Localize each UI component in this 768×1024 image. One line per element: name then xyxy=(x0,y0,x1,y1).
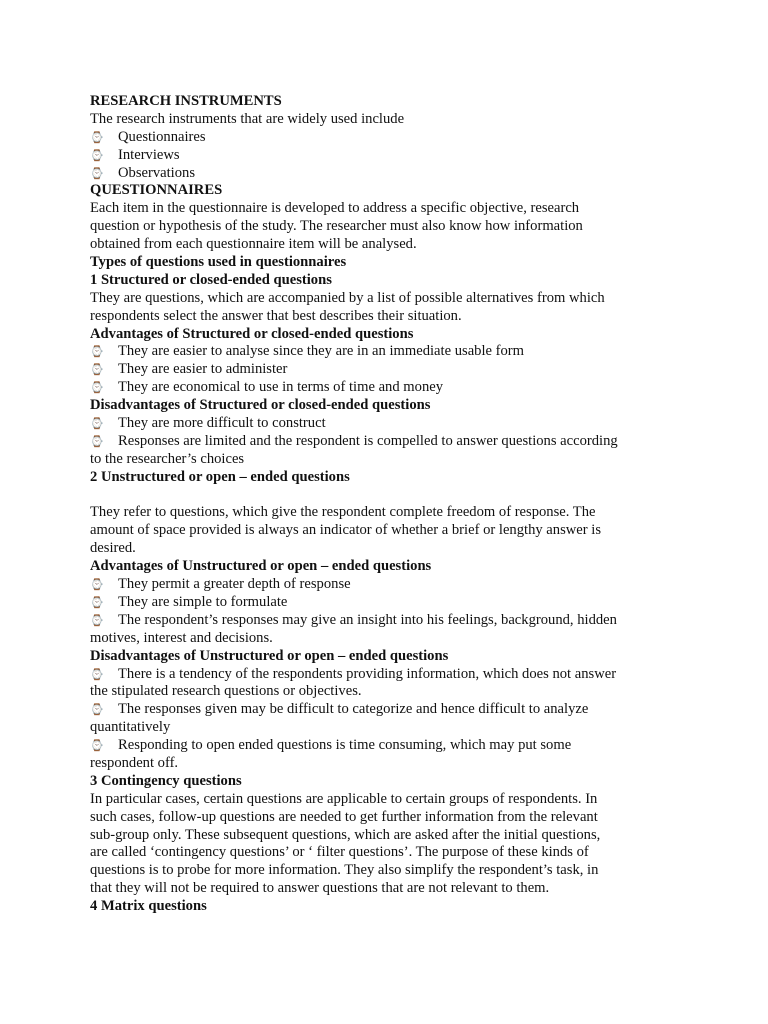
document-page xyxy=(90,93,650,916)
clock-icon: ⌚ xyxy=(90,578,104,592)
bullet-text: Responses are limited and the respondent is compelled to answer questions according xyxy=(118,432,618,449)
paragraph-line: motives, interest and decisions. xyxy=(90,629,273,646)
paragraph-line: respondents select the answer that best describes their situation. xyxy=(90,307,462,324)
paragraph-line: such cases, follow-up questions are needed to get further information from the relevant xyxy=(90,808,598,825)
bullet-item xyxy=(90,737,650,755)
paragraph-line: quantitatively xyxy=(90,719,171,736)
paragraph-line: In particular cases, certain questions are applicable to certain groups of respondents. In xyxy=(90,790,598,807)
bullet-item xyxy=(90,612,650,630)
paragraph-line: The research instruments that are widely used include xyxy=(90,110,405,127)
bullet-text: Observations xyxy=(118,164,196,181)
paragraph-line: amount of space provided is always an indicator of whether a brief or lengthy answer is xyxy=(90,522,602,539)
paragraph-line: obtained from each questionnaire item will be analysed. xyxy=(90,236,417,253)
clock-icon: ⌚ xyxy=(90,417,104,431)
clock-icon: ⌚ xyxy=(90,148,104,162)
bullet-text: The responses given may be difficult to categorize and hence difficult to analyze xyxy=(118,701,589,718)
paragraph-line: sub-group only. These subsequent questions, which are asked after the initial questions, xyxy=(90,826,601,843)
section-heading: Advantages of Unstructured or open – ended questions xyxy=(90,558,432,575)
paragraph-line: respondent off. xyxy=(90,754,179,771)
section-heading: 4 Matrix questions xyxy=(90,898,207,915)
clock-icon: ⌚ xyxy=(90,595,104,609)
clock-icon: ⌚ xyxy=(90,667,104,681)
paragraph-line: that they will not be required to answer questions that are not relevant to them. xyxy=(90,880,550,897)
bullet-item xyxy=(90,666,650,684)
bullet-text: Interviews xyxy=(118,146,180,163)
bullet-text: They are easier to administer xyxy=(118,361,288,378)
paragraph-line: They are questions, which are accompanied by a list of possible alternatives from which xyxy=(90,289,605,306)
bullet-item xyxy=(90,129,650,147)
bullet-item xyxy=(90,343,650,361)
section-heading: 2 Unstructured or open – ended questions xyxy=(90,468,350,485)
bullet-item xyxy=(90,147,650,165)
clock-icon: ⌚ xyxy=(90,703,104,717)
clock-icon: ⌚ xyxy=(90,381,104,395)
bullet-item xyxy=(90,361,650,379)
clock-icon: ⌚ xyxy=(90,739,104,753)
bullet-item xyxy=(90,433,650,451)
clock-icon: ⌚ xyxy=(90,166,104,180)
paragraph-line: are called ‘contingency questions’ or ‘ filter questions’. The purpose of these kinds of xyxy=(90,844,589,861)
section-heading: RESEARCH INSTRUMENTS xyxy=(90,93,282,109)
clock-icon: ⌚ xyxy=(90,613,104,627)
bullet-text: They are economical to use in terms of time and money xyxy=(118,379,444,396)
bullet-text: There is a tendency of the respondents providing information, which does not answer xyxy=(118,665,617,682)
section-heading: Types of questions used in questionnaires xyxy=(90,254,347,271)
section-heading: Advantages of Structured or closed-ended questions xyxy=(90,325,414,342)
clock-icon: ⌚ xyxy=(90,130,104,144)
clock-icon: ⌚ xyxy=(90,434,104,448)
section-heading: 1 Structured or closed-ended questions xyxy=(90,271,332,288)
paragraph-line: question or hypothesis of the study. The researcher must also know how information xyxy=(90,218,583,235)
paragraph-line: questions is to probe for more information. They also simplify the respondent’s task, in xyxy=(90,862,599,879)
bullet-text: The respondent’s responses may give an insight into his feelings, background, hidden xyxy=(118,611,617,628)
paragraph-line: desired. xyxy=(90,540,136,557)
paragraph-line: Each item in the questionnaire is developed to address a specific objective, research xyxy=(90,200,580,217)
paragraph-line: They refer to questions, which give the respondent complete freedom of response. The xyxy=(90,504,596,521)
section-heading: 3 Contingency questions xyxy=(90,772,242,789)
section-heading: Disadvantages of Structured or closed-ended questions xyxy=(90,397,431,414)
section-heading: QUESTIONNAIRES xyxy=(90,182,223,199)
blank-line xyxy=(90,487,650,505)
bullet-item xyxy=(90,701,650,719)
bullet-item xyxy=(90,379,650,397)
bullet-text: They permit a greater depth of response xyxy=(118,576,351,593)
clock-icon: ⌚ xyxy=(90,345,104,359)
bullet-text: They are simple to formulate xyxy=(118,593,288,610)
bullet-text: They are more difficult to construct xyxy=(118,415,326,432)
bullet-item xyxy=(90,165,650,183)
bullet-item xyxy=(90,415,650,433)
paragraph-line: to the researcher’s choices xyxy=(90,450,245,467)
bullet-text: They are easier to analyse since they are in an immediate usable form xyxy=(118,343,525,360)
paragraph-line: the stipulated research questions or objectives. xyxy=(90,683,362,700)
bullet-text: Responding to open ended questions is time consuming, which may put some xyxy=(118,737,572,754)
clock-icon: ⌚ xyxy=(90,363,104,377)
bullet-item xyxy=(90,594,650,612)
bullet-item xyxy=(90,576,650,594)
section-heading: Disadvantages of Unstructured or open – ended questions xyxy=(90,647,449,664)
bullet-text: Questionnaires xyxy=(118,128,206,145)
